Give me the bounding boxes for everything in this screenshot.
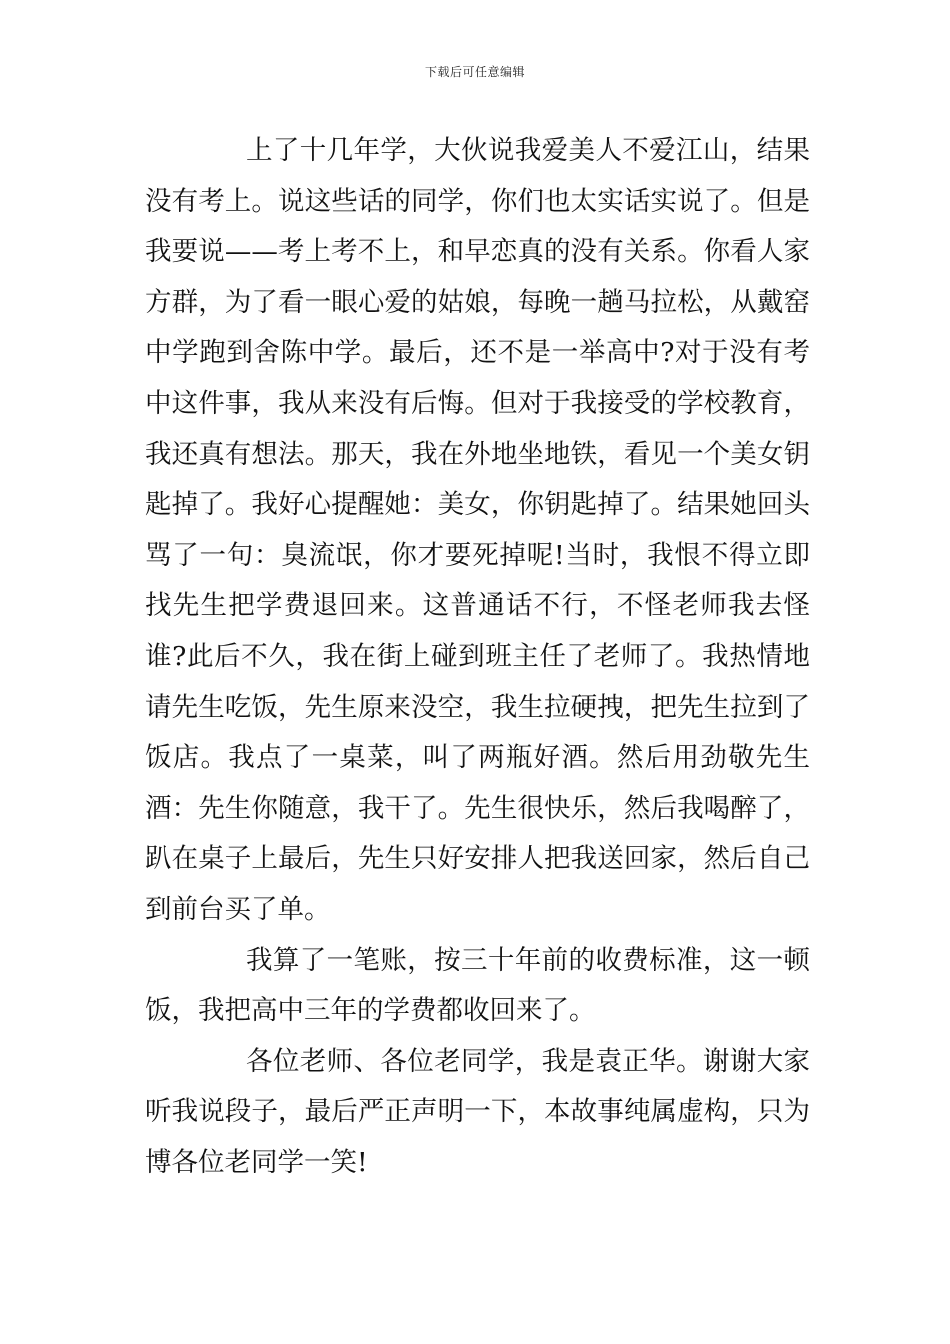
paragraph-3: 各位老师、各位老同学，我是袁正华。谢谢大家听我说段子，最后严正声明一下，本故事纯属虚构，只为博各位老同学一笑! — [145, 1045, 810, 1178]
paragraph-2: 我算了一笔账，按三十年前的收费标准，这一顿饭，我把高中三年的学费都收回来了。 — [145, 944, 810, 1027]
paragraph-1: 上了十几年学，大伙说我爱美人不爱江山，结果没有考上。说这些话的同学，你们也太实话实说了。但是我要说——考上考不上，和早恋真的没有关系。你看人家方群，为了看一眼心爱的姑娘，每晚一趟马拉松，从戴窑中学跑到舍陈中学。最后，还不是一举高中?对于没有考中这件事，我从来没有后悔。但对于我接受的学校教育，我还真有想法。那天，我在外地坐地铁，看见一个美女钥匙掉了。我好心提醒她：美女，你钥匙掉了。结果她回头骂了一句：臭流氓，你才要死掉呢!当时，我恨不得立即找先生把学费退回来。这普通话不行，不怪老师我去怪谁?此后不久，我在街上碰到班主任了老师了。我热情地请先生吃饭，先生原来没空，我生拉硬拽，把先生拉到了饭店。我点了一桌菜，叫了两瓶好酒。然后用劲敬先生酒：先生你随意，我干了。先生很快乐，然后我喝醉了，趴在桌子上最后，先生只好安排人把我送回家，然后自己到前台买了单。 — [145, 135, 810, 925]
page-header: 下载后可任意编辑 — [424, 65, 525, 79]
document-body — [145, 126, 810, 1188]
